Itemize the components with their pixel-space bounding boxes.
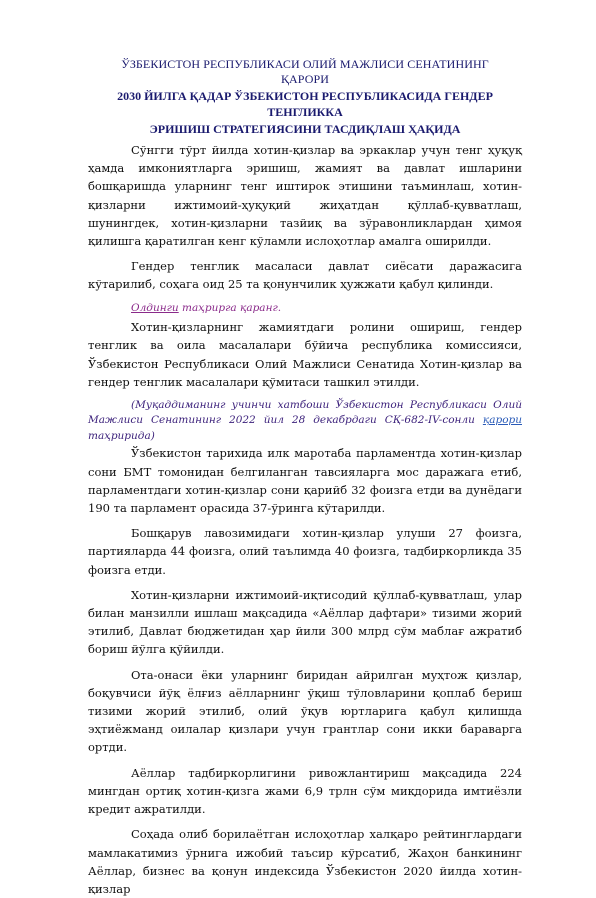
amendment-note-text: (Муқаддиманинг учинчи хатбоши Ўзбекистон Республикаси Олий Мажлиси Сенатининг 2022 йил 28 декабрдаги СҚ-682-IV-сонли — [88, 398, 522, 427]
issuer-line: ЎЗБЕКИСТОН РЕСПУБЛИКАСИ ОЛИЙ МАЖЛИСИ СЕНАТИНИНГ — [121, 57, 489, 71]
paragraph-4: Ўзбекистон тарихида илк маротаба парламентда хотин-қизлар сони БМТ томонидан белгиланган тавсияларга мос даражага етиб, парламентдаги хотин-қизлар сони қарийб 32 фоизга етди ва дунёдаги 190 та парламент орасида 37-ўринга кўтарилди. — [88, 446, 522, 516]
paragraph-5: Бошқарув лавозимидаги хотин-қизлар улуши 27 фоизга, партияларда 44 фоизга, олий таълимда 40 фоизга, тадбиркорликда 35 фоизга етди. — [88, 526, 522, 577]
previous-edition-link[interactable]: Олдинги — [131, 301, 179, 314]
paragraph-3: Хотин-қизларнинг жамиятдаги ролини ошириш, гендер тенглик ва оила масалалари бўйича республика комиссияси, Ўзбекистон Республикаси Олий Мажлиси Сенатида Хотин-қизлар ва гендер тенглик масалалари қўмитаси ташкил этилди. — [88, 320, 522, 389]
paragraph-7: Ота-онаси ёки уларнинг биридан айрилган муҳтож қизлар, боқувчиси йўқ ёлғиз аёлларнинг ўқиш тўловларини қоплаб бериш тизими жорий этилиб, олий ўқув юртларига қабул қилишда эҳтиёжманд оилалар қизлари учун грантлар сони икки бараварга ортди. — [88, 667, 522, 755]
document-type: ҚАРОРИ — [280, 72, 330, 86]
edition-note — [88, 301, 522, 317]
paragraph-2: Гендер тенглик масаласи давлат сиёсати даражасига кўтарилиб, соҳага оид 25 та қонунчилик ҳужжати қабул қилинди. — [88, 259, 522, 292]
amendment-note — [88, 398, 522, 445]
paragraph-1: Сўнгги тўрт йилда хотин-қизлар ва эркаклар учун тенг ҳуқуқ ҳамда имкониятларга эришиш, жамият ва давлат ишларини бошқаришда уларнинг тенг иштирок этишини таъминлаш, хотин-қизларни ижтимоий-ҳуқуқий жиҳатдан қўллаб-қувватлаш, шунингдек, хотин-қизларни тазйиқ ва зўравонликлардан ҳимоя қилишга қаратилган кенг кўламли ислоҳотлар амалга оширилди. — [88, 143, 522, 249]
paragraph-6: Хотин-қизларни ижтимоий-иқтисодий қўллаб-қувватлаш, улар билан манзилли ишлаш мақсадида «Аёллар дафтари» тизими жорий этилиб, Давлат бюджетидан ҳар йили 300 млрд сўм маблағ ажратиб бориш йўлга қўйилди. — [88, 587, 522, 657]
resolution-link[interactable]: қарори — [482, 414, 522, 427]
edition-note-text: таҳрирга қаранг. — [178, 301, 282, 314]
document-title-line2: ЭРИШИШ СТРАТЕГИЯСИНИ ТАСДИҚЛАШ ҲАҚИДА — [149, 122, 461, 136]
amendment-note-end: таҳририда) — [88, 429, 155, 442]
document-body — [88, 57, 522, 898]
paragraph-8: Аёллар тадбиркорлигини ривожлантириш мақсадида 224 мингдан ортиқ хотин-қизга жами 6,9 трлн сўм миқдорида имтиёзли кредит ажратилди. — [88, 765, 522, 817]
document-title-line1: 2030 ЙИЛГА ҚАДАР ЎЗБЕКИСТОН РЕСПУБЛИКАСИДА ГЕНДЕР ТЕНГЛИККА — [117, 89, 493, 119]
paragraph-9: Соҳада олиб борилаётган ислоҳотлар халқаро рейтинглардаги мамлакатимиз ўрнига ижобий таъсир кўрсатиб, Жаҳон банкининг Аёллар, бизнес ва қонун индексида Ўзбекистон 2020 йилда хотин-қизлар — [88, 827, 522, 896]
